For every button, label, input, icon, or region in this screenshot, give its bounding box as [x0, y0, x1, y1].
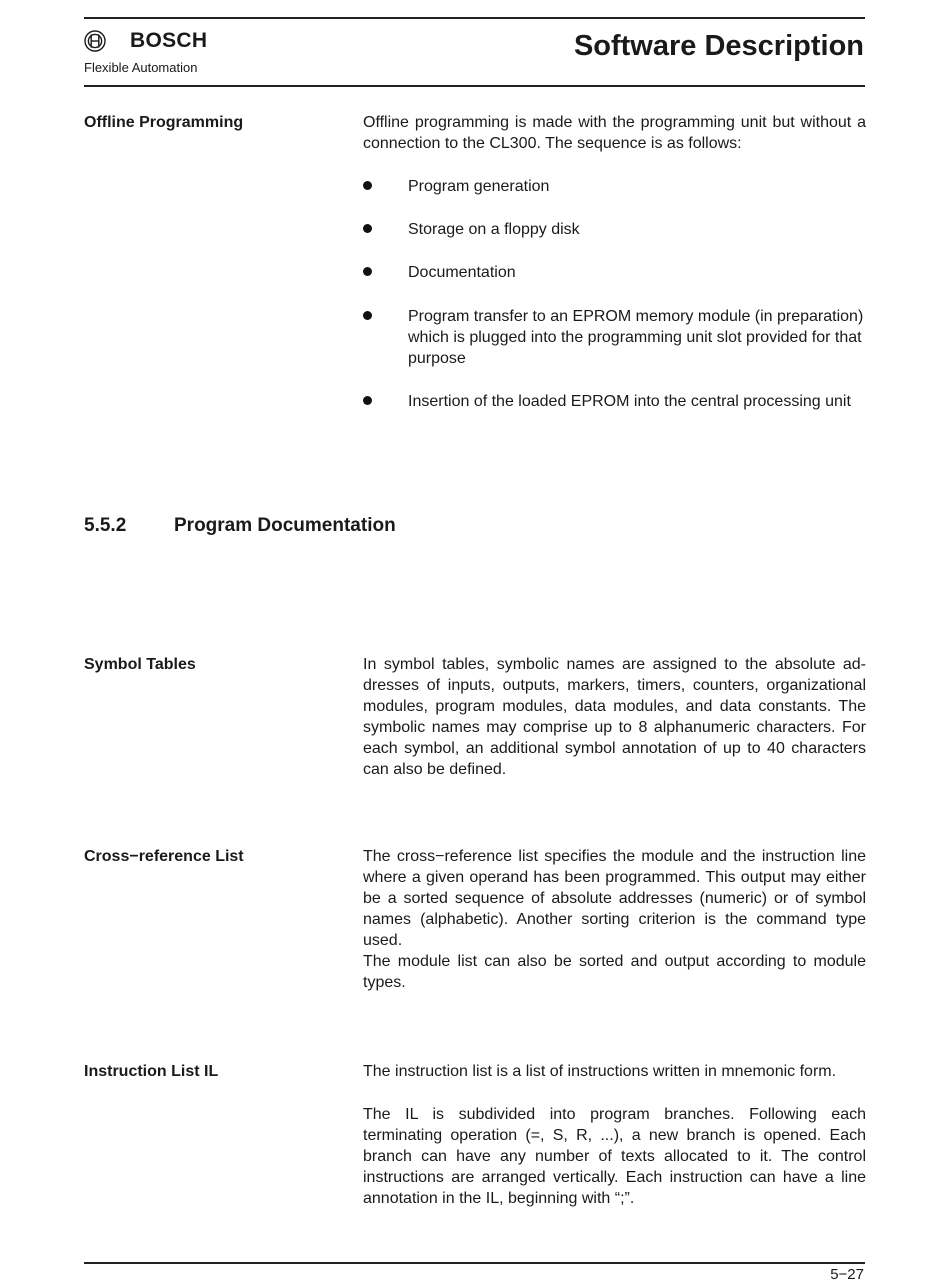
bullet-item: Documentation	[408, 264, 516, 281]
bullet-icon	[363, 267, 372, 276]
cross-reference-text-1: The cross−reference list specifies the module and the instruction line where a given operand has been programmed. This output may either be a sorted sequence of absolute addresses (numeric) or of symbol names (alphabetic). Another sorting criterion is the command type used.	[363, 848, 866, 949]
bullet-item: Storage on a floppy disk	[408, 221, 580, 238]
symbol-tables-text: In symbol tables, symbolic names are assigned to the absolute ad-dresses of inputs, outputs, markers, timers, counters, organizational modules, program modules, data modules, and data constants. The symbolic names may comprise up to 8 alphanumeric characters. For each symbol, an additional symbol annotation of up to 40 characters can also be defined.	[363, 656, 866, 778]
offline-programming-intro: Offline programming is made with the programming unit but without a connection to the CL300. The sequence is as follows:	[363, 114, 866, 152]
bullet-item: Program generation	[408, 178, 550, 195]
symbol-tables-label: Symbol Tables	[84, 656, 196, 673]
page-number: 5−27	[830, 1266, 864, 1283]
header-top-rule	[84, 17, 865, 19]
header-bottom-rule	[84, 85, 865, 87]
brand-name: BOSCH	[130, 29, 208, 52]
bullet-item: Program transfer to an EPROM memory module (in preparation) which is plugged into the programming unit slot provided for that purpose	[408, 308, 864, 367]
bullet-icon	[363, 181, 372, 190]
instruction-list-label: Instruction List IL	[84, 1063, 219, 1080]
bosch-armature-icon	[84, 30, 106, 52]
cross-reference-text-2: The module list can also be sorted and output according to module types.	[363, 953, 866, 991]
bosch-logo	[84, 28, 207, 54]
section-title: Program Documentation	[174, 515, 396, 536]
bullet-icon	[363, 311, 372, 320]
bullet-icon	[363, 396, 372, 405]
division-name: Flexible Automation	[84, 60, 198, 75]
offline-programming-label: Offline Programming	[84, 114, 244, 131]
document-title: Software Description	[573, 30, 864, 62]
footer-rule	[84, 1262, 865, 1264]
instruction-list-text-1: The instruction list is a list of instructions written in mnemonic form.	[363, 1063, 837, 1080]
cross-reference-label: Cross−reference List	[84, 848, 244, 865]
bullet-icon	[363, 224, 372, 233]
section-number: 5.5.2	[84, 515, 127, 536]
bullet-item: Insertion of the loaded EPROM into the central processing unit	[408, 393, 851, 410]
instruction-list-text-2: The IL is subdivided into program branches. Following each terminating operation (=, S, R, ...), a new branch is opened. Each branch can have any number of texts allocated to it. The control instructions are arranged vertically. Each instruction can have a line annotation in the IL, beginning with “;”.	[363, 1106, 866, 1207]
